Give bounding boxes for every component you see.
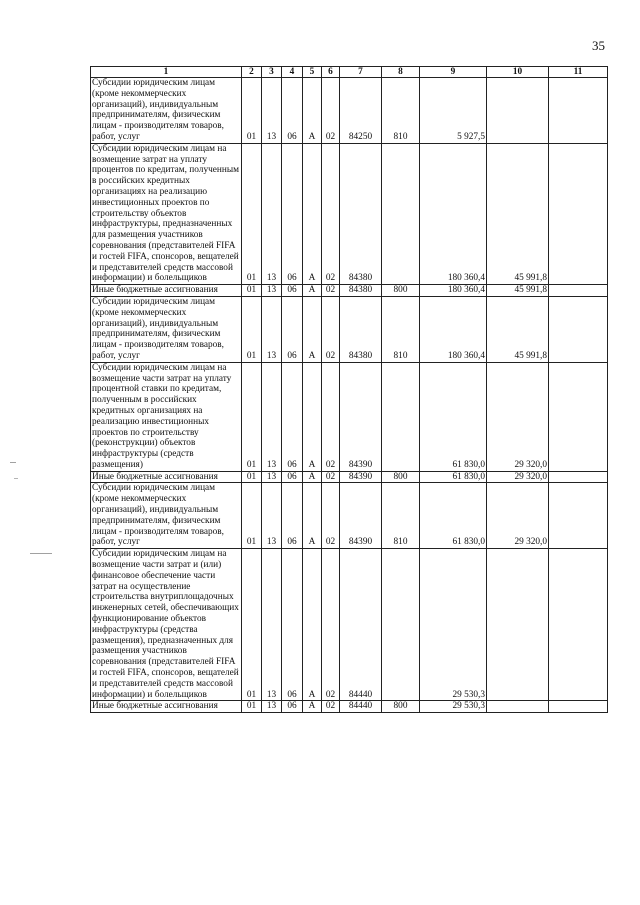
col-header: 10: [487, 67, 549, 78]
cell: 84380: [340, 296, 382, 362]
col-header: 3: [262, 67, 282, 78]
cell: А: [303, 78, 322, 144]
col-header: 1: [91, 67, 242, 78]
cell: 06: [282, 483, 303, 549]
cell: 01: [242, 78, 262, 144]
table-row: [91, 471, 608, 483]
cell: 02: [322, 78, 340, 144]
cell: [549, 285, 608, 297]
scan-artifact: [30, 553, 52, 554]
cell: 13: [262, 362, 282, 471]
cell: 13: [262, 143, 282, 284]
col-header: 7: [340, 67, 382, 78]
cell: 84390: [340, 471, 382, 483]
cell: 84390: [340, 483, 382, 549]
cell: 180 360,4: [420, 296, 487, 362]
cell: [487, 549, 549, 701]
cell: 01: [242, 701, 262, 713]
budget-table: [90, 66, 608, 713]
cell: 02: [322, 483, 340, 549]
cell: 810: [382, 78, 420, 144]
cell: А: [303, 143, 322, 284]
cell: 84380: [340, 285, 382, 297]
row-name: Иные бюджетные ассигнования: [91, 701, 242, 713]
cell: 84390: [340, 362, 382, 471]
cell: 180 360,4: [420, 143, 487, 284]
row-name: Иные бюджетные ассигнования: [91, 471, 242, 483]
cell: 13: [262, 483, 282, 549]
cell: 06: [282, 701, 303, 713]
cell: 02: [322, 285, 340, 297]
cell: 800: [382, 471, 420, 483]
cell: А: [303, 483, 322, 549]
cell: А: [303, 362, 322, 471]
cell: 02: [322, 143, 340, 284]
cell: 13: [262, 471, 282, 483]
table-row: [91, 483, 608, 549]
cell: 01: [242, 549, 262, 701]
cell: 29 320,0: [487, 483, 549, 549]
cell: [487, 701, 549, 713]
col-header: 6: [322, 67, 340, 78]
cell: 01: [242, 483, 262, 549]
cell: [549, 483, 608, 549]
cell: 01: [242, 362, 262, 471]
table-row: [91, 549, 608, 701]
cell: 02: [322, 471, 340, 483]
cell: 45 991,8: [487, 285, 549, 297]
cell: 02: [322, 701, 340, 713]
cell: 02: [322, 549, 340, 701]
col-header: 5: [303, 67, 322, 78]
row-name: Субсидии юридическим лицам (кроме некоммерческих организаций), индивидуальным предпринимателям, физическим лицам - производителям товаров, работ, услуг: [91, 296, 242, 362]
cell: 5 927,5: [420, 78, 487, 144]
table-row: [91, 285, 608, 297]
table-row: [91, 362, 608, 471]
cell: А: [303, 701, 322, 713]
cell: [487, 78, 549, 144]
row-name: Субсидии юридическим лицам (кроме некоммерческих организаций), индивидуальным предпринимателям, физическим лицам - производителям товаров, работ, услуг: [91, 483, 242, 549]
cell: 29 530,3: [420, 701, 487, 713]
scan-artifact: [10, 462, 16, 463]
cell: 01: [242, 143, 262, 284]
table-row: [91, 143, 608, 284]
cell: [549, 471, 608, 483]
cell: 13: [262, 701, 282, 713]
cell: 61 830,0: [420, 483, 487, 549]
cell: 06: [282, 471, 303, 483]
col-header: 2: [242, 67, 262, 78]
cell: 06: [282, 296, 303, 362]
cell: 800: [382, 701, 420, 713]
cell: 01: [242, 296, 262, 362]
cell: [549, 143, 608, 284]
cell: 02: [322, 362, 340, 471]
cell: 45 991,8: [487, 296, 549, 362]
table-row: [91, 78, 608, 144]
col-header: 8: [382, 67, 420, 78]
cell: 810: [382, 296, 420, 362]
cell: [549, 549, 608, 701]
cell: 13: [262, 285, 282, 297]
cell: 06: [282, 78, 303, 144]
col-header: 11: [549, 67, 608, 78]
cell: [549, 701, 608, 713]
cell: А: [303, 296, 322, 362]
cell: 06: [282, 285, 303, 297]
cell: 180 360,4: [420, 285, 487, 297]
scan-artifact: [14, 478, 18, 479]
cell: А: [303, 285, 322, 297]
col-header: 4: [282, 67, 303, 78]
cell: А: [303, 471, 322, 483]
cell: 01: [242, 285, 262, 297]
cell: 800: [382, 285, 420, 297]
cell: А: [303, 549, 322, 701]
row-name: Субсидии юридическим лицам (кроме некоммерческих организаций), индивидуальным предпринимателям, физическим лицам - производителям товаров, работ, услуг: [91, 78, 242, 144]
cell: 06: [282, 549, 303, 701]
row-name: Субсидии юридическим лицам на возмещение затрат на уплату процентов по кредитам, полученным в российских кредитных организациях на реализацию инвестиционных проектов по строительству объектов инфраструктуры, предназначенных для размещения участников соревнования (представителей FIFA и гостей FIFA, спонсоров, вещателей и представителей средств массовой информации) и болельщиков: [91, 143, 242, 284]
page-number: 35: [592, 38, 605, 53]
cell: [382, 549, 420, 701]
cell: 61 830,0: [420, 471, 487, 483]
cell: 84440: [340, 549, 382, 701]
cell: 84380: [340, 143, 382, 284]
cell: 01: [242, 471, 262, 483]
cell: [549, 362, 608, 471]
cell: 29 320,0: [487, 362, 549, 471]
cell: 810: [382, 483, 420, 549]
cell: 84440: [340, 701, 382, 713]
cell: 13: [262, 296, 282, 362]
cell: [549, 296, 608, 362]
cell: 29 320,0: [487, 471, 549, 483]
cell: [549, 78, 608, 144]
cell: 13: [262, 78, 282, 144]
cell: 84250: [340, 78, 382, 144]
row-name: Субсидии юридическим лицам на возмещение части затрат на уплату процентной ставки по кредитам, полученным в российских кредитных организациях на реализацию инвестиционных проектов по строительству (реконструкции) объектов инфраструктуры (средств размещения): [91, 362, 242, 471]
cell: 06: [282, 143, 303, 284]
table-row: [91, 296, 608, 362]
cell: [382, 143, 420, 284]
cell: 13: [262, 549, 282, 701]
cell: 61 830,0: [420, 362, 487, 471]
cell: 02: [322, 296, 340, 362]
cell: 06: [282, 362, 303, 471]
col-header: 9: [420, 67, 487, 78]
cell: 45 991,8: [487, 143, 549, 284]
header-row: [91, 67, 608, 78]
cell: [382, 362, 420, 471]
row-name: Субсидии юридическим лицам на возмещение части затрат и (или) финансовое обеспечение части затрат на осуществление строительства внутриплощадочных инженерных сетей, обеспечивающих функционирование объектов инфраструктуры (средства размещения), предназначенных для размещения участников соревнования (представителей FIFA и гостей FIFA, спонсоров, вещателей и представителей средств массовой информации) и болельщиков: [91, 549, 242, 701]
table-row: [91, 701, 608, 713]
cell: 29 530,3: [420, 549, 487, 701]
row-name: Иные бюджетные ассигнования: [91, 285, 242, 297]
